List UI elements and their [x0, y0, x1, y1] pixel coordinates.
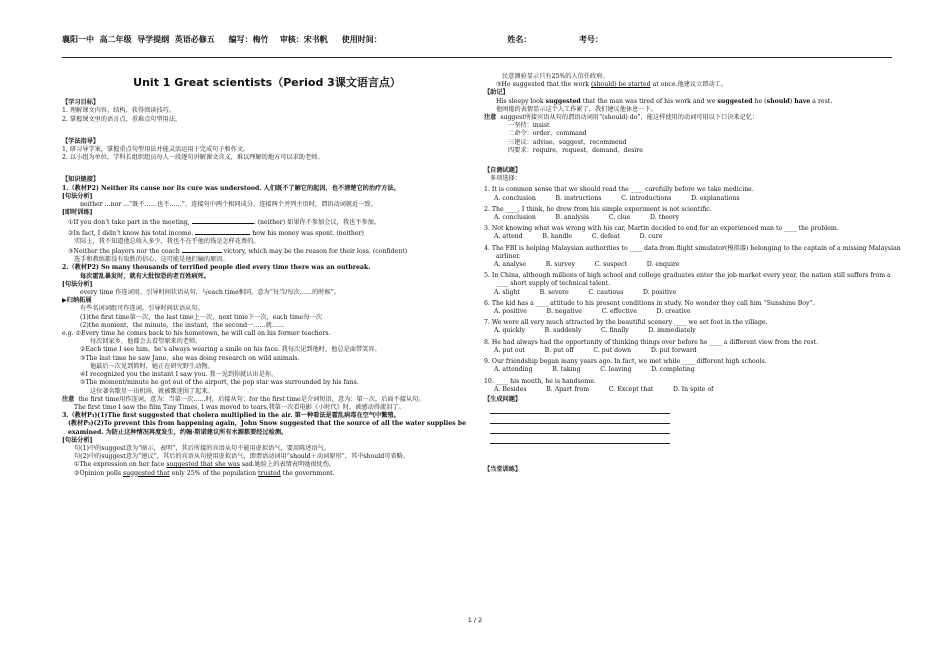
memo-sentence: His sleepy look suggested that the man was tired of his work and we suggested he (should) have a rest.: [496, 97, 833, 105]
exam-number-field: 考号：: [578, 34, 603, 44]
answer-line[interactable]: [490, 414, 670, 424]
example: ②Each time I see him，he’s always wearing a smile on his face. 我每次见到他时，他总是面带笑容。: [80, 346, 381, 354]
drill-label: [即时训练]: [62, 209, 93, 217]
test-heading: 【自测试题】: [484, 167, 522, 175]
book-name: 英语必修五: [174, 34, 215, 44]
doc-type: 导学提纲: [137, 34, 170, 44]
point-2: 2.（教材P2) So many thousands of terrified people died every time there was an outbreak.: [62, 264, 371, 272]
point-2-cn: 每次霍乱暴发时，就有大批惊恐的老百姓病死。: [80, 272, 210, 280]
question: 8. He had always had the opportunity of thinking things over before he ____ a different view from the rest. A. put out B. put off C. put down D. put forward: [484, 338, 819, 354]
summary-line: (1)the first time第一次，the last time上一次，next time下一次，each time每一次: [80, 313, 323, 321]
point-1: 1.（教材P2) Neither its cause nor its cure was understood. 人们既不了解它的起因，也不清楚它的治疗方法。: [62, 184, 400, 192]
use-time: 使用时间：: [341, 34, 382, 44]
question: 10. ____ his mouth, he is handsome. A. Besides B. Apart from C. Except that D. In spite of: [484, 377, 714, 393]
example: e.g. ①Every time he comes back to his hometown, he will call on his former teachers.: [62, 330, 331, 338]
generate-questions-heading: 【生成问题】: [484, 395, 522, 403]
mnemonic-item: 三建议：advise，suggest，recommend: [508, 138, 627, 146]
question: 2. The ____, I think, he drew from his simple experiment is not scientific. A. conclusion B. analysis C. clue D. theory: [484, 205, 712, 222]
question: 4. The FBI is helping Malaysian authorities to ____ data from flight simulator(模拟器) belonging to the captain of a missing Malaysian airliner. A. analyse B. survey C. suspect D. enquire: [484, 244, 901, 269]
answer-line[interactable]: [490, 434, 670, 444]
example-cn: 民意测验显示只有25%的人信任政府。: [502, 73, 609, 80]
example: ④I recognized you the instant I saw you. 我一见到你就认出是你。: [80, 371, 278, 379]
left-column: [62, 77, 472, 478]
example-cn: 这位著名歌星一出机场，就被歌迷围了起来。: [90, 387, 214, 395]
analysis-label: [句法分析]: [62, 192, 93, 200]
reviewer: 审核：宋书帆: [279, 34, 328, 44]
school-name: 襄阳一中: [62, 34, 94, 44]
note: 注意 the first time用作连词，意为：当第一次……时，后接从句；for the first time是介词短语，意为：第一次，后面不接从句。: [62, 395, 425, 403]
note-example: The first time I saw the film Tiny Times, I was moved to tears.我第一次看电影《小时代》时，被感动得流泪了。: [74, 403, 405, 411]
goal-item: 1. 理解课文内容、结构，获得阅读技巧。: [62, 107, 176, 115]
note: 注意 suggest所接宾语从句的谓语动词用“(should) do”，能这样使用的动词可用以下口诀来记忆：: [484, 114, 759, 122]
point-3a: 3.（教材P₃)(1)The first suggested that cholera multiplied in the air. 第一种看法是霍乱病毒在空气中繁殖。: [62, 412, 400, 420]
blank[interactable]: [192, 217, 254, 224]
answer-line[interactable]: [490, 404, 670, 414]
question: 3. Not knowing what was wrong with his car, Martin decided to end for an experienced man to ____ the problem. A. attend B. handle C. defeat D. cure: [484, 225, 839, 241]
header-rule: [62, 57, 892, 58]
mnemonic-item: 一坚持：insist: [508, 122, 550, 130]
summary-line: (2)the moment，the minute，the instant，the second一……就……: [80, 321, 285, 329]
point-2-explanation: every time 作连词用，引导时间状语从句，与each time相同，意为“每当/每次……的时候”。: [80, 289, 340, 297]
links-heading: 【知识链接】: [62, 176, 100, 184]
point-3-explanation: 句(2)中的suggest意为“建议”，其后的宾语从句使用虚拟语气，即谓语动词用“should＋动词原形”，其中should可省略。: [74, 453, 409, 461]
goals-heading: 【学习目标】: [62, 99, 100, 107]
guide-item: 2. 以小组为单位，学科长组织组员每人一段逐句讲解课文含义，难以理解的地方可以求助老师。: [62, 154, 324, 162]
mnemonic-item: 二命令：order，command: [508, 130, 587, 138]
right-column: [484, 73, 904, 474]
guide-heading: 【学法指导】: [62, 137, 100, 145]
mnemonic-item: 四要求：require，request，demand，desire: [508, 146, 643, 154]
goal-item: 2. 掌握课文里的语言点、重难点句型用法。: [62, 115, 182, 123]
memo-heading: 【助记】: [484, 89, 509, 97]
guide-item: 1, 研习导学案，掌握重点句型用法并能灵活运用于完成句子和作文。: [62, 146, 250, 154]
test-subheading: 多项选择：: [490, 175, 521, 183]
drill-2: ②In fact, I didn’t know his total income. how his money was spent. (neither): [68, 229, 364, 237]
blank[interactable]: [182, 246, 222, 253]
page-title: Unit 1 Great scientists（Period 3课文语言点）: [133, 76, 401, 89]
student-name-field: 姓名：: [507, 34, 532, 44]
summary-label: ▶归纳拓展: [62, 297, 92, 305]
question: 5. In China, although millions of high school and college graduates enter the job market every year, the nation still suffers from a ____ short supply of technical talent. A. slight B. severe C. cautious D. positive: [484, 272, 891, 296]
example: ⑤The moment/minute he got out of the airport, the pop star was surrounded by his fans.: [80, 379, 359, 387]
analysis-label: [句法分析]: [62, 280, 93, 288]
analysis-label: [句法分析]: [62, 436, 93, 444]
example: ③He suggested that the work (should) be started at once.他建议立即动工。: [496, 81, 728, 89]
class-practice-heading: 【当堂训练】: [484, 466, 522, 474]
point-1-explanation: neither ...nor ...“既不……也不……”，连接句中两个相同成分。连接两个并列主语时，谓语动词就近一致。: [80, 201, 377, 209]
example: ②Opinion polls suggested that only 25% of the population trusted the government.: [74, 469, 335, 477]
question: 6. The kid has a ____ attitude to his present conditions in study. No wonder they call him “Sunshine Boy”. A. positive B. negative C. effective D. creative: [484, 299, 815, 316]
example: ①The expression on her face suggested that she was sad.她脸上的表情表明她很忧伤。: [74, 461, 336, 469]
point-3-explanation: 句(1)中的suggest意为“暗示，表明”，其后所接的宾语从句不能用虚拟语气，要用陈述语气。: [74, 444, 331, 452]
question: 7. We were all very much attracted by the beautiful scenery ____ we set foot in the village. A. quickly B. suddenly C. finally D. immediately: [484, 319, 768, 335]
drill-2-cn: 实际上，我不知道他总收入多少，我也不在乎他的钱是怎样花费的。: [74, 237, 260, 245]
mnemonic-list: [484, 122, 904, 155]
memo-cn: 他困倦的表情显示这个人工作累了，我们建议他休息一下。: [496, 105, 657, 113]
example-cn: 他最后一次见到简时，她正在研究野生动物。: [90, 362, 214, 370]
drill-3: ③Neither the players nor the coach victory, which may be the reason for their loss. (confident): [68, 248, 408, 256]
page-number: 1 / 2: [467, 616, 483, 624]
drill-1: ①If you don’t take part in the meeting, . (neither) 如果你不参加会议，我也不参加。: [68, 219, 380, 227]
answer-line[interactable]: [490, 424, 670, 434]
grade: 高二年级: [99, 34, 132, 44]
question: 9. Our friendship began many years ago. In fact, we met while ____ different high schools. A. attending B. taking C. leaving D. completing: [484, 358, 767, 374]
blank[interactable]: [195, 228, 250, 235]
author: 编写：梅竹: [228, 34, 269, 44]
drill-3-cn: 选手和教练都没有取胜的信心，这可能是他们输的原因。: [74, 256, 229, 264]
page-header: [62, 34, 892, 45]
example-cn: 每次回家乡，他都会去看望原来的老师。: [90, 338, 202, 346]
example: ③The last time he saw Jane，she was doing research on wild animals.: [80, 354, 300, 362]
question: 1. It is common sense that we should read the ____ carefully before we take medicine. A. conclusion B. instructions C. introductions D. explanations: [484, 186, 754, 202]
summary-line: 有些名词词组可作连词，引导时间状语从句。: [80, 305, 204, 313]
point-3b: (教材P₃)(2)To prevent this from happening again，John Snow suggested that the source of all the water supplies be examined. 为防止这种情况再度发生，约翰·斯诺建议所有水源都要经过检测。: [68, 420, 467, 436]
